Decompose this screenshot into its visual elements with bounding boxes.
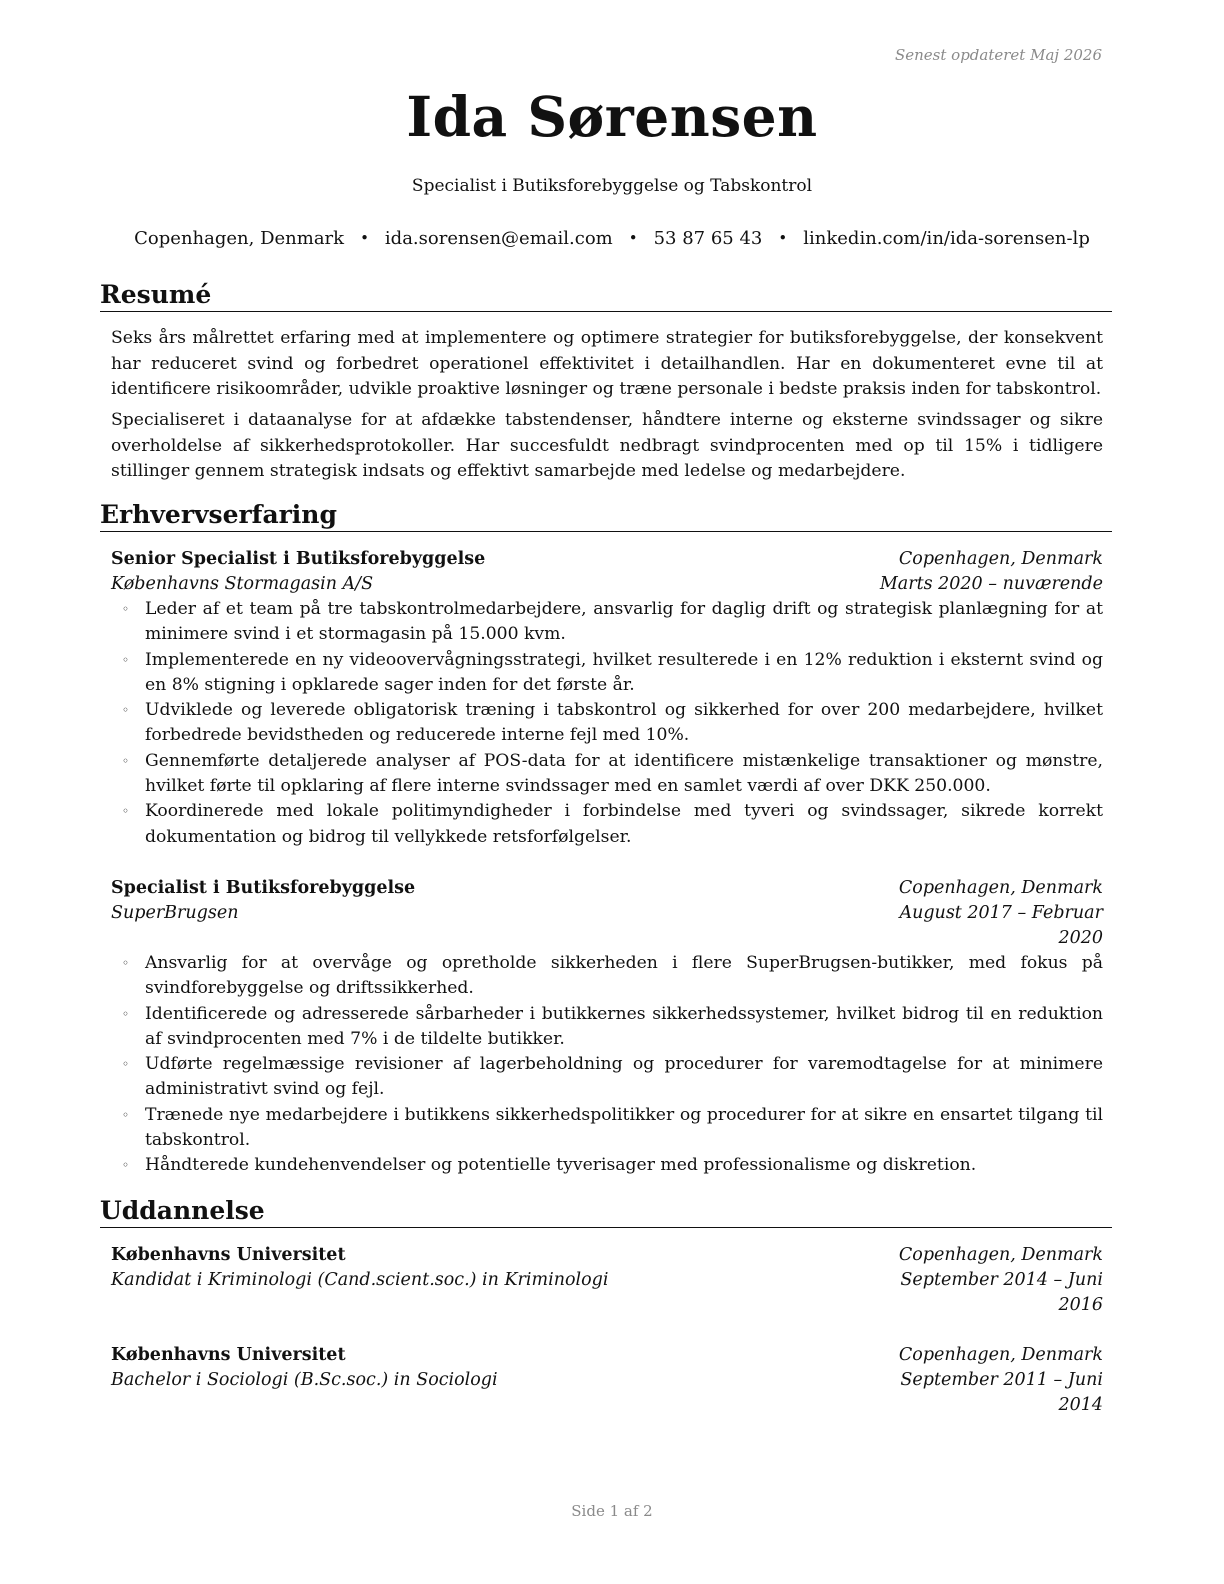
bullet-text: Leder af et team på tre tabskontrolmedarbejdere, ansvarlig for daglig drift og strategisk planlægning for at minimere svind i et stormagasin på 15.000 kvm.: [145, 599, 1103, 645]
job-entry: [111, 876, 1103, 1179]
education-subheader-row: [111, 1268, 1103, 1318]
education-dates: September 2014 – Juni 2016: [900, 1270, 1103, 1315]
education-school: Københavns Universitet: [111, 1245, 346, 1265]
section-title-experience: Erhvervserfaring: [100, 500, 1112, 532]
bullet-text: Implementerede en ny videoovervågningsstrategi, hvilket resulterede i en 12% reduktion i eksternt svind og en 8% stigning i opklarede sager inden for det første år.: [145, 649, 1103, 695]
bullet-text: Identificerede og adresserede sårbarheder i butikkernes sikkerhedssystemer, hvilket bidrog til en reduktion af svindprocenten med 7% i de tildelte butikker.: [145, 1003, 1103, 1049]
job-subheader-row: [111, 572, 1103, 597]
circle-bullet-icon: ◦: [122, 804, 130, 819]
education-entry: [111, 1343, 1103, 1418]
job-company: SuperBrugsen: [111, 903, 239, 923]
circle-bullet-icon: ◦: [122, 652, 130, 667]
bullet-text: Gennemførte detaljerede analyser af POS-data for at identificere mistænkelige transaktioner og mønstre, hvilket førte til opklaring af flere interne svindssager med en samlet værdi af over DKK 250.000.: [145, 750, 1103, 797]
list-item: [111, 799, 1103, 850]
job-location: Copenhagen, Denmark: [898, 549, 1103, 569]
circle-bullet-icon: ◦: [122, 753, 130, 768]
section-title-education: Uddannelse: [100, 1196, 1112, 1228]
education-entry: [111, 1243, 1103, 1318]
job-bullet-list: [111, 951, 1103, 1179]
bullet-text: Håndterede kundehenvendelser og potentielle tyverisager med professionalisme og diskretion.: [145, 1155, 977, 1176]
bullet-separator-icon: •: [778, 229, 788, 247]
candidate-title: Specialist i Butiksforebyggelse og Tabskontrol: [411, 176, 813, 196]
bullet-text: Ansvarlig for at overvåge og opretholde sikkerheden i flere SuperBrugsen-butikker, med fokus på svindforebyggelse og driftssikkerhed.: [145, 953, 1103, 999]
page-number: Side 1 af 2: [571, 1502, 653, 1520]
education-degree: Kandidat i Kriminologi (Cand.scient.soc.) in Kriminologi: [111, 1270, 609, 1290]
education-header-row: [111, 1243, 1103, 1268]
summary-paragraph: Specialiseret i dataanalyse for at afdække tabstendenser, håndtere interne og eksterne svindssager og sikre overholdelse af sikkerhedsprotokoller. Har succesfuldt nedbragt svindprocenten med op til 15% i tidligere stillinger gennem strategisk indsats og effektivt samarbejde med ledelse og medarbejdere.: [111, 410, 1103, 481]
bullet-separator-icon: •: [360, 229, 369, 247]
last-updated-note: Senest opdateret Maj 2026: [894, 46, 1102, 64]
job-role: Specialist i Butiksforebyggelse: [111, 878, 416, 898]
contact-email[interactable]: ida.sorensen@email.com: [384, 228, 613, 249]
circle-bullet-icon: ◦: [122, 956, 130, 970]
contact-linkedin[interactable]: linkedin.com/in/ida-sorensen-lp: [803, 228, 1090, 249]
bullet-text: Udførte regelmæssige revisioner af lagerbeholdning og procedurer for varemodtagelse for at minimere administrativt svind og fejl.: [145, 1054, 1103, 1100]
circle-bullet-icon: ◦: [122, 602, 130, 616]
contact-phone[interactable]: 53 87 65 43: [653, 228, 763, 249]
list-item: [111, 698, 1103, 749]
circle-bullet-icon: ◦: [122, 703, 130, 718]
circle-bullet-icon: ◦: [122, 1006, 130, 1021]
bullet-text: Trænede nye medarbejdere i butikkens sikkerhedspolitikker og procedurer for at sikre en ensartet tilgang til tabskontrol.: [145, 1104, 1103, 1151]
candidate-name: Ida Sørensen: [406, 84, 818, 149]
job-header-row: [111, 876, 1103, 901]
list-item: [111, 1052, 1103, 1103]
job-location: Copenhagen, Denmark: [898, 878, 1103, 898]
circle-bullet-icon: ◦: [122, 1057, 130, 1072]
education-degree: Bachelor i Sociologi (B.Sc.soc.) in Sociologi: [111, 1370, 498, 1390]
list-item: [111, 951, 1103, 1002]
education-subheader-row: [111, 1368, 1103, 1418]
job-header-row: [111, 547, 1103, 572]
education-dates: September 2011 – Juni 2014: [900, 1370, 1103, 1415]
list-item: [111, 648, 1103, 699]
education-school: Københavns Universitet: [111, 1345, 346, 1365]
education-header-row: [111, 1343, 1103, 1368]
job-entry: [111, 547, 1103, 850]
job-subheader-row: [111, 901, 1103, 951]
summary-paragraph: Seks års målrettet erfaring med at implementere og optimere strategier for butiksforebyggelse, der konsekvent har reduceret svind og forbedret operationel effektivitet i detailhandlen. Har en dokumenteret evne til at identificere risikoområder, udvikle proaktive løsninger og træne personale i bedste praksis inden for tabskontrol.: [111, 328, 1103, 399]
job-company: Københavns Stormagasin A/S: [111, 574, 374, 594]
education-location: Copenhagen, Denmark: [898, 1245, 1103, 1265]
circle-bullet-icon: ◦: [122, 1107, 130, 1122]
job-dates: August 2017 – Februar 2020: [899, 903, 1103, 948]
list-item: [111, 597, 1103, 648]
list-item: [111, 749, 1103, 800]
job-dates: Marts 2020 – nuværende: [879, 574, 1103, 594]
bullet-separator-icon: •: [628, 229, 638, 247]
job-bullet-list: [111, 597, 1103, 850]
contact-line: [0, 228, 1224, 249]
list-item: [111, 1153, 1103, 1178]
list-item: [111, 1002, 1103, 1053]
bullet-text: Udviklede og leverede obligatorisk træning i tabskontrol og sikkerhed for over 200 medarbejdere, hvilket forbedrede bevidstheden og reducerede interne fejl med 10%.: [145, 700, 1103, 746]
education-location: Copenhagen, Denmark: [898, 1345, 1103, 1365]
list-item: [111, 1103, 1103, 1154]
section-title-summary: Resumé: [100, 280, 1112, 312]
contact-location: Copenhagen, Denmark: [134, 228, 345, 249]
bullet-text: Koordinerede med lokale politimyndigheder i forbindelse med tyveri og svindssager, sikrede korrekt dokumentation og bidrog til vellykkede retsforfølgelser.: [145, 801, 1103, 847]
job-role: Senior Specialist i Butiksforebyggelse: [111, 549, 486, 569]
circle-bullet-icon: ◦: [122, 1158, 130, 1173]
